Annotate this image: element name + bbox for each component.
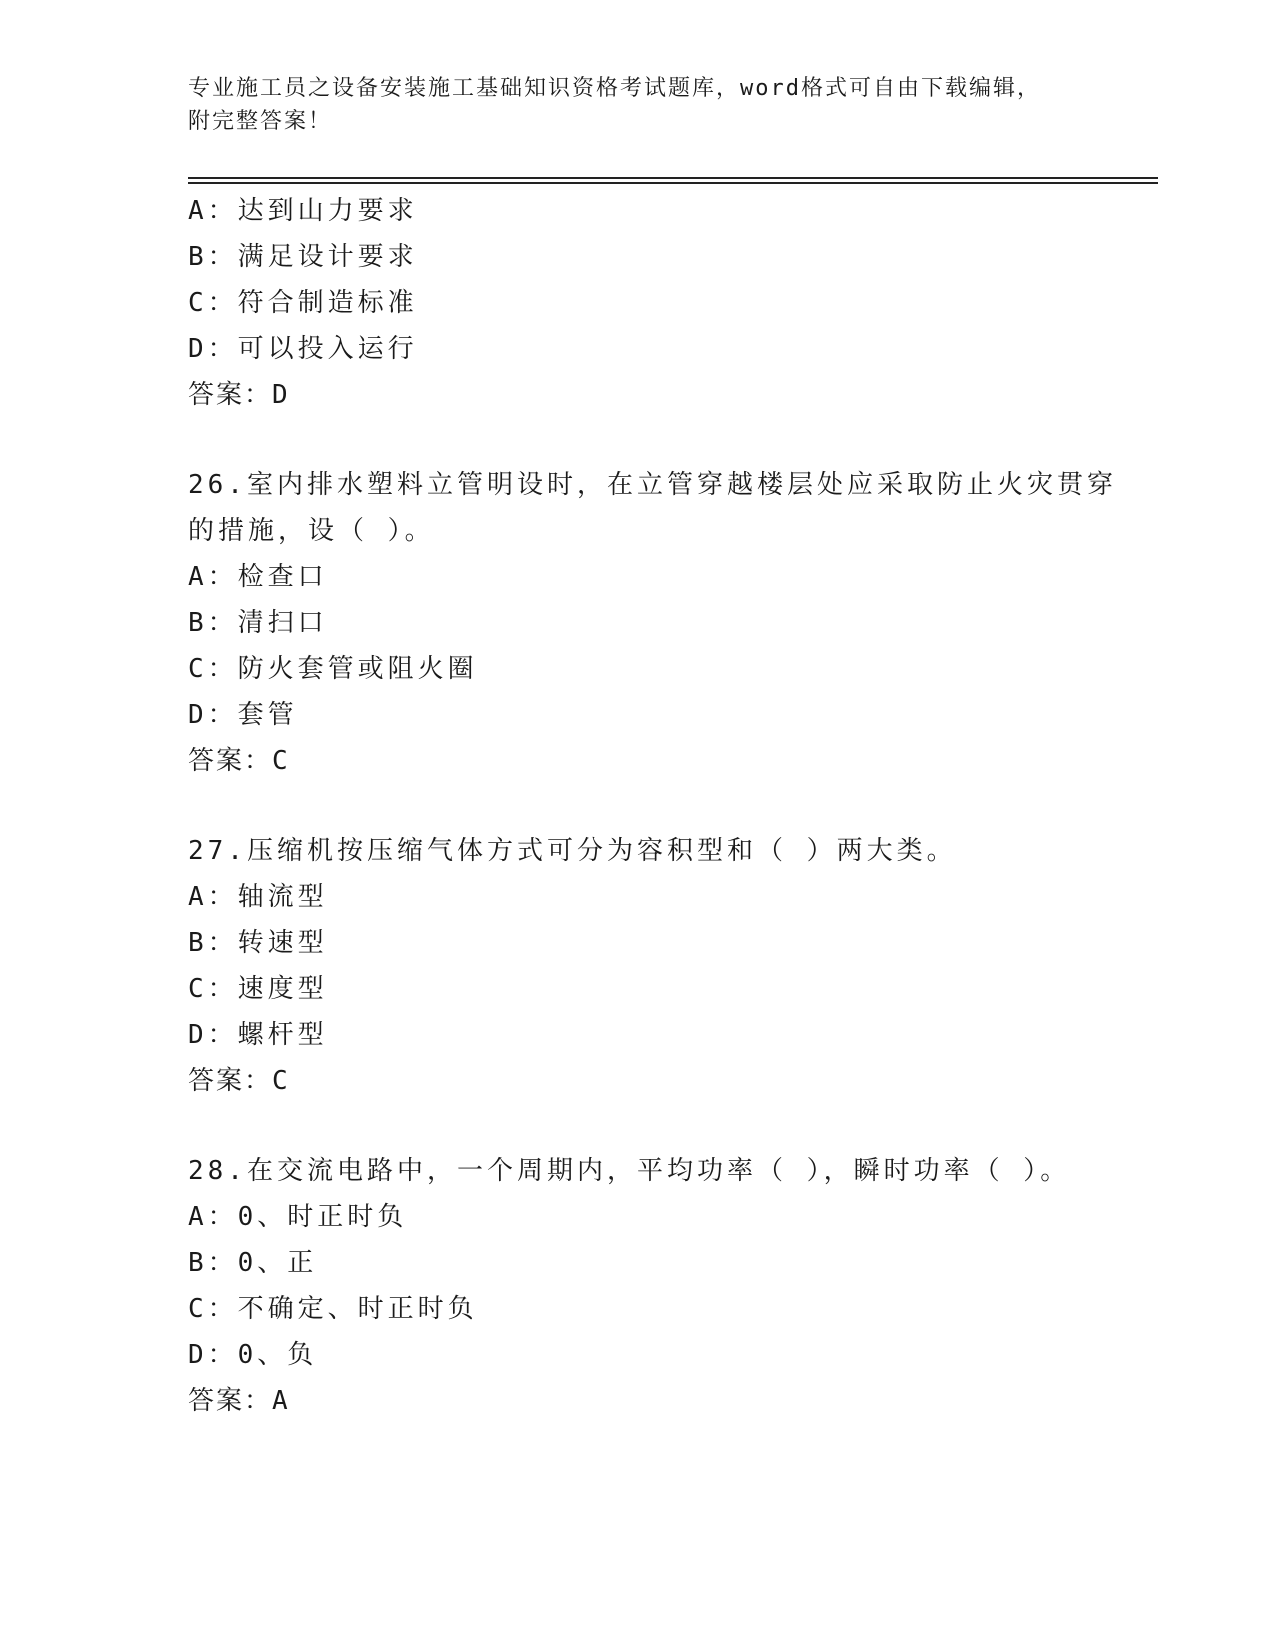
question-block-28 [188,1148,1088,1424]
option-a: A：0、时正时负 [188,1202,408,1232]
document-header [188,72,1088,138]
question-text-line-1: 27.压缩机按压缩气体方式可分为容积型和（ ）两大类。 [188,836,957,866]
option-a: A：达到山力要求 [188,196,418,226]
option-c: C：符合制造标准 [188,288,418,318]
question-text-line-1: 28.在交流电路中，一个周期内，平均功率（ ），瞬时功率（ ）。 [188,1156,1071,1186]
option-b: B：满足设计要求 [188,242,418,272]
option-b: B：0、正 [188,1248,318,1278]
option-b: B：清扫口 [188,608,328,638]
answer-label: 答案： [188,1066,273,1096]
answer-line [188,738,1088,784]
question-text-line-2: 的措施，设（ ）。 [188,516,435,546]
option-c: C：防火套管或阻火圈 [188,654,478,684]
answer-label: 答案： [188,380,273,410]
header-line-2: 附完整答案！ [188,109,333,134]
answer-line [188,1058,1088,1104]
header-line-1: 专业施工员之设备安装施工基础知识资格考试题库，word格式可自由下载编辑， [188,76,1041,101]
answer-label: 答案： [188,746,273,776]
option-a: A：检查口 [188,562,328,592]
option-d: D：可以投入运行 [188,334,418,364]
option-a: A：轴流型 [188,882,328,912]
option-b: B：转速型 [188,928,328,958]
answer-value: C [272,746,292,776]
answer-line [188,1378,1088,1424]
header-divider-bottom [188,182,1158,184]
option-c: C：速度型 [188,974,328,1004]
answer-value: D [272,380,292,410]
answer-value: A [272,1386,292,1416]
question-block-27 [188,828,1088,1104]
option-d: D：套管 [188,700,298,730]
question-block-26 [188,462,1117,784]
answer-line [188,372,1088,418]
option-d: D：螺杆型 [188,1020,328,1050]
question-block-25 [188,188,1088,418]
option-d: D：0、负 [188,1340,318,1370]
question-text-line-1: 26.室内排水塑料立管明设时，在立管穿越楼层处应采取防止火灾贯穿 [188,470,1117,500]
option-c: C：不确定、时正时负 [188,1294,478,1324]
answer-value: C [272,1066,292,1096]
question-list [188,188,1117,1424]
header-divider-top [188,177,1158,179]
answer-label: 答案： [188,1386,273,1416]
